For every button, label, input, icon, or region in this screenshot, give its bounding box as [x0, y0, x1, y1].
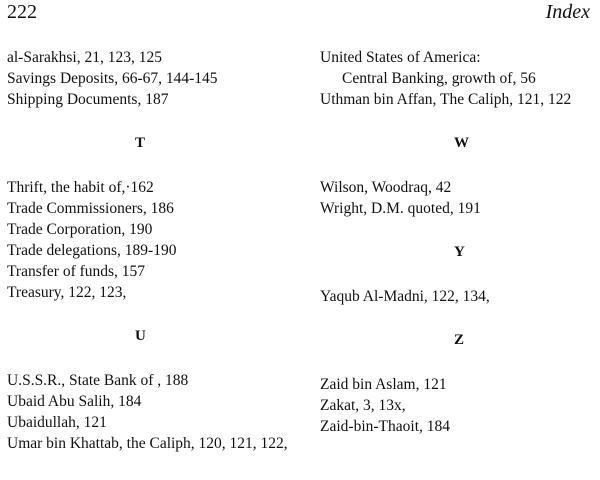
page-number: 222: [7, 1, 37, 23]
index-entry: U.S.S.R., State Bank of , 188: [7, 372, 189, 389]
index-entry: Ubaidullah, 121: [7, 414, 107, 431]
section-letter-u: U: [135, 328, 146, 344]
index-entry: Treasury, 122, 123,: [7, 284, 127, 301]
index-entry: Transfer of funds, 157: [7, 263, 146, 280]
index-entry: Umar bin Khattab, the Caliph, 120, 121, 122,: [7, 435, 288, 452]
index-entry: Wilson, Woodraq, 42: [320, 179, 452, 196]
section-letter-y: Y: [454, 244, 465, 260]
index-entry: United States of America:: [320, 49, 481, 66]
index-entry: Wright, D.M. quoted, 191: [320, 200, 481, 217]
index-column-left: [7, 47, 292, 454]
section-letter-w: W: [454, 135, 469, 151]
index-entry: al-Sarakhsi, 21, 123, 125: [7, 49, 162, 66]
index-entry: Savings Deposits, 66-67, 144-145: [7, 70, 218, 87]
index-entry: Shipping Documents, 187: [7, 91, 169, 108]
section-letter-z: Z: [454, 332, 465, 348]
index-entry: Ubaid Abu Salih, 184: [7, 393, 142, 410]
index-entry: Thrift, the habit of,·162: [7, 179, 154, 196]
section-letter-t: T: [135, 135, 146, 151]
index-subentry: Central Banking, growth of, 56: [342, 70, 536, 87]
index-entry: Zakat, 3, 13x,: [320, 397, 406, 414]
index-column-right: [320, 47, 590, 437]
index-entry: Trade delegations, 189-190: [7, 242, 177, 259]
index-entry: Zaid-bin-Thaoit, 184: [320, 418, 450, 435]
index-entry: Yaqub Al-Madni, 122, 134,: [320, 288, 490, 305]
running-head-title: Index: [545, 1, 590, 23]
index-entry: Uthman bin Affan, The Caliph, 121, 122: [320, 91, 572, 108]
index-entry: Trade Commissioners, 186: [7, 200, 174, 217]
index-entry: Trade Corporation, 190: [7, 221, 153, 238]
index-entry: Zaid bin Aslam, 121: [320, 376, 447, 393]
